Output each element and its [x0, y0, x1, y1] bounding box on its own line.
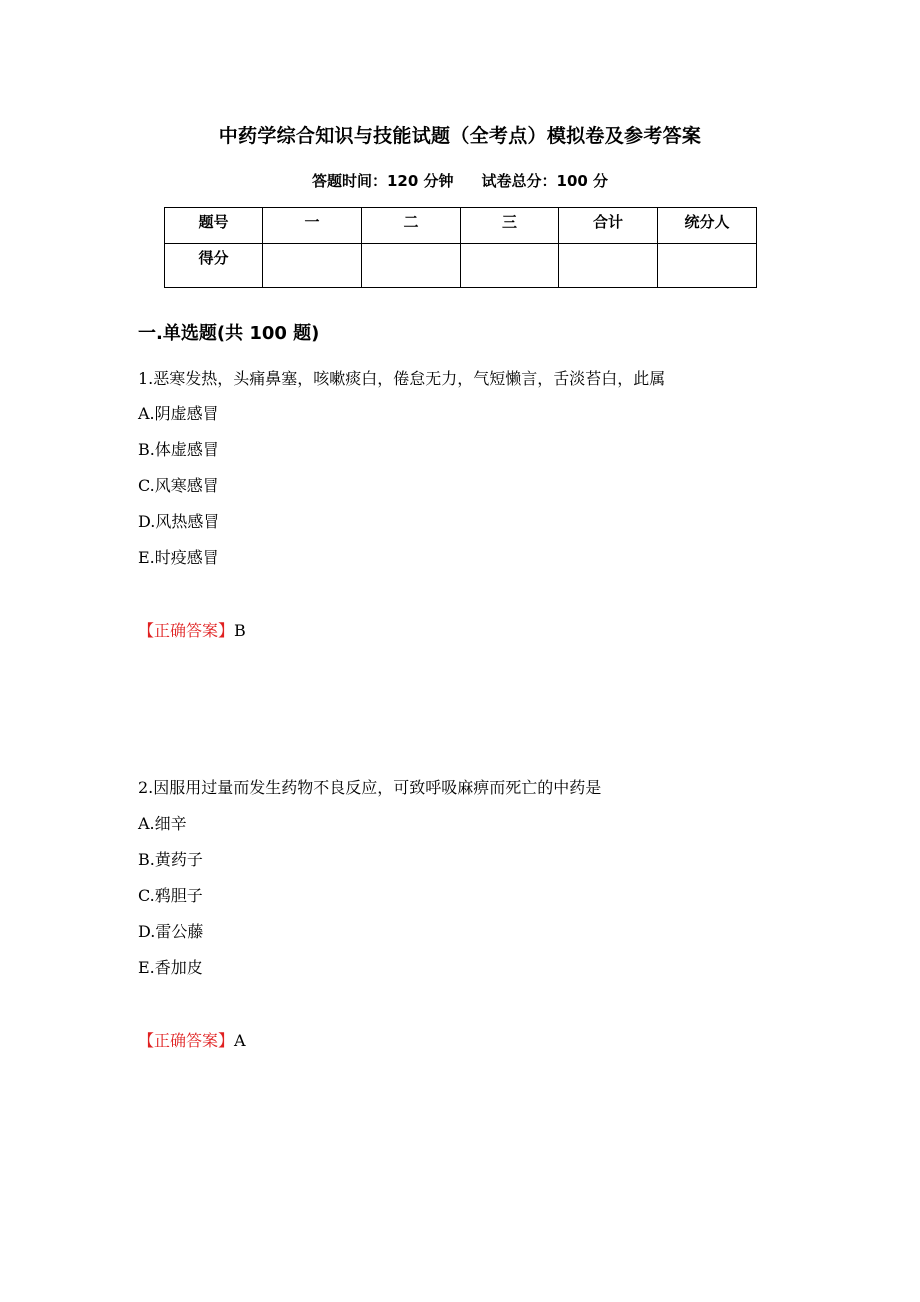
score-cell: [658, 244, 757, 288]
question-stem: 1.恶寒发热，头痛鼻塞，咳嗽痰白，倦怠无力，气短懒言，舌淡苔白，此属: [138, 369, 666, 388]
question-option: E.香加皮: [138, 958, 203, 977]
exam-total-score: 试卷总分：100 分: [481, 172, 609, 190]
score-table-score-row: [165, 244, 757, 288]
answer-value: A: [234, 1031, 246, 1050]
score-cell: [362, 244, 461, 288]
question-option: B.体虚感冒: [138, 440, 219, 459]
question-option: B.黄药子: [138, 850, 203, 869]
score-table: [164, 207, 757, 288]
score-cell: [461, 244, 559, 288]
header-cell-scorer: 统分人: [658, 208, 757, 244]
answer-line: [138, 619, 246, 643]
section-title: 一.单选题(共 100 题): [138, 323, 320, 344]
question-option: D.雷公藤: [138, 922, 204, 941]
header-cell-question-no: 题号: [165, 208, 263, 244]
question-stem: 2.因服用过量而发生药物不良反应，可致呼吸麻痹而死亡的中药是: [138, 778, 602, 797]
score-cell: [263, 244, 362, 288]
header-cell-part-3: 三: [461, 208, 559, 244]
answer-value: B: [234, 621, 246, 640]
header-cell-total: 合计: [559, 208, 658, 244]
answer-tag: 【正确答案】: [138, 621, 235, 640]
exam-time: 答题时间：120 分钟: [311, 172, 454, 190]
header-cell-part-1: 一: [263, 208, 362, 244]
score-table-header-row: [165, 208, 757, 244]
question-option: C.鸦胆子: [138, 886, 203, 905]
question-option: D.风热感冒: [138, 512, 220, 531]
score-cell: [559, 244, 658, 288]
document-title: 中药学综合知识与技能试题（全考点）模拟卷及参考答案: [218, 125, 702, 147]
answer-line: [138, 1029, 246, 1053]
question-option: E.时疫感冒: [138, 548, 219, 567]
question-option: A.阴虚感冒: [138, 404, 219, 423]
row-label-score: 得分: [165, 244, 263, 288]
exam-meta: [0, 169, 920, 193]
question-option: C.风寒感冒: [138, 476, 219, 495]
answer-tag: 【正确答案】: [138, 1031, 235, 1050]
header-cell-part-2: 二: [362, 208, 461, 244]
question-option: A.细辛: [138, 814, 187, 833]
